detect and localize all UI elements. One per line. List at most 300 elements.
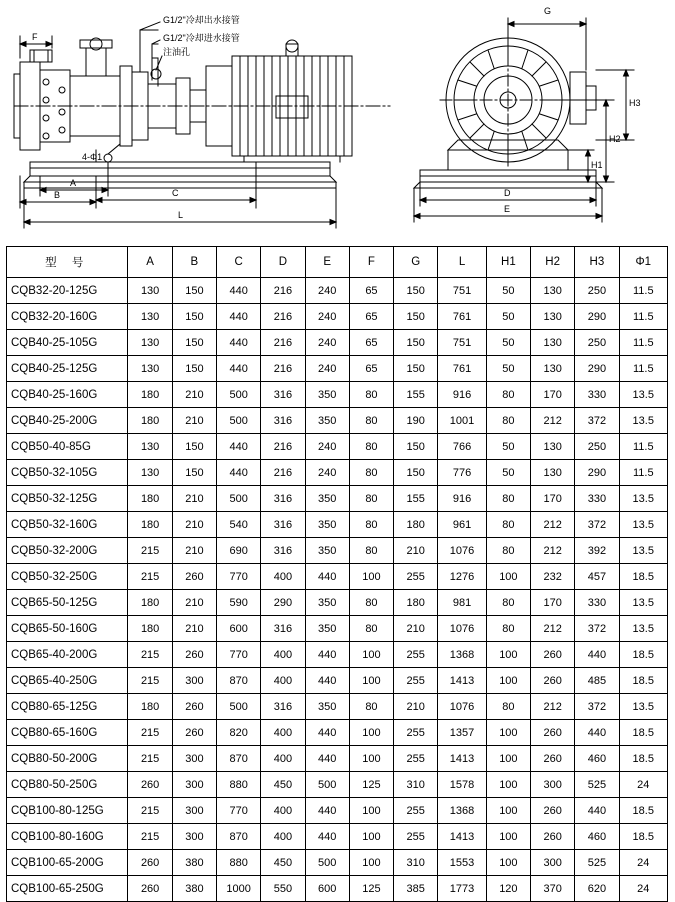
cell-E: 440 (305, 746, 349, 772)
cell-E: 350 (305, 694, 349, 720)
cell-B: 300 (172, 798, 216, 824)
cell-G: 210 (394, 694, 438, 720)
cell-model: CQB80-65-160G (7, 720, 128, 746)
cell-Φ1: 11.5 (619, 356, 667, 382)
cell-D: 316 (261, 408, 305, 434)
cell-F: 100 (349, 668, 393, 694)
cell-H2: 212 (531, 694, 575, 720)
cell-F: 80 (349, 512, 393, 538)
cell-C: 820 (217, 720, 261, 746)
cell-A: 215 (128, 564, 172, 590)
cell-C: 500 (217, 382, 261, 408)
col-header-H2: H2 (531, 247, 575, 278)
cell-D: 216 (261, 304, 305, 330)
cell-H3: 485 (575, 668, 619, 694)
cell-model: CQB50-32-200G (7, 538, 128, 564)
cell-Φ1: 13.5 (619, 512, 667, 538)
cell-C: 1000 (217, 876, 261, 902)
cell-H3: 440 (575, 720, 619, 746)
cell-B: 300 (172, 772, 216, 798)
cell-E: 240 (305, 330, 349, 356)
cell-G: 150 (394, 356, 438, 382)
table-row (7, 278, 668, 304)
cell-A: 130 (128, 434, 172, 460)
cell-Φ1: 24 (619, 850, 667, 876)
cell-B: 150 (172, 330, 216, 356)
table-row (7, 460, 668, 486)
cell-B: 150 (172, 304, 216, 330)
cell-A: 130 (128, 330, 172, 356)
cell-H1: 50 (486, 278, 530, 304)
cell-B: 380 (172, 876, 216, 902)
cell-H3: 372 (575, 408, 619, 434)
cell-model: CQB80-65-125G (7, 694, 128, 720)
cell-B: 210 (172, 486, 216, 512)
cell-H2: 232 (531, 564, 575, 590)
cell-F: 100 (349, 798, 393, 824)
cell-A: 180 (128, 408, 172, 434)
cell-F: 80 (349, 382, 393, 408)
cell-G: 385 (394, 876, 438, 902)
table-row (7, 746, 668, 772)
cell-H3: 525 (575, 850, 619, 876)
cell-C: 770 (217, 564, 261, 590)
cell-F: 80 (349, 460, 393, 486)
cell-Φ1: 18.5 (619, 668, 667, 694)
cell-E: 240 (305, 434, 349, 460)
cell-A: 180 (128, 616, 172, 642)
cell-G: 180 (394, 512, 438, 538)
cell-E: 440 (305, 564, 349, 590)
cell-D: 290 (261, 590, 305, 616)
cell-B: 260 (172, 642, 216, 668)
table-row (7, 642, 668, 668)
dimension-label-E: E (504, 204, 511, 214)
cell-D: 400 (261, 824, 305, 850)
cell-H3: 250 (575, 330, 619, 356)
cell-D: 316 (261, 538, 305, 564)
cell-Φ1: 13.5 (619, 694, 667, 720)
cell-H3: 372 (575, 512, 619, 538)
cell-E: 600 (305, 876, 349, 902)
table-row (7, 850, 668, 876)
cell-H2: 130 (531, 434, 575, 460)
cell-C: 880 (217, 772, 261, 798)
cell-H3: 290 (575, 356, 619, 382)
cell-D: 316 (261, 382, 305, 408)
cell-H2: 260 (531, 746, 575, 772)
cell-C: 440 (217, 434, 261, 460)
cell-B: 210 (172, 512, 216, 538)
cell-C: 500 (217, 486, 261, 512)
cell-L: 1578 (438, 772, 486, 798)
cell-Φ1: 13.5 (619, 486, 667, 512)
cell-D: 216 (261, 278, 305, 304)
cell-H2: 130 (531, 278, 575, 304)
dimension-label-H2: H2 (609, 134, 621, 144)
dimension-label-C: C (172, 188, 179, 198)
cell-D: 316 (261, 486, 305, 512)
cell-L: 1001 (438, 408, 486, 434)
cell-H3: 525 (575, 772, 619, 798)
cell-H1: 50 (486, 434, 530, 460)
cell-E: 350 (305, 512, 349, 538)
col-header-model: 型 号 (7, 247, 128, 278)
cell-F: 100 (349, 642, 393, 668)
cell-Φ1: 11.5 (619, 304, 667, 330)
dimension-label-B: B (54, 190, 61, 200)
cell-A: 130 (128, 356, 172, 382)
table-row (7, 694, 668, 720)
cell-B: 300 (172, 668, 216, 694)
cell-C: 880 (217, 850, 261, 876)
cell-H2: 130 (531, 460, 575, 486)
cell-H1: 120 (486, 876, 530, 902)
cell-L: 1413 (438, 824, 486, 850)
cell-C: 770 (217, 642, 261, 668)
cell-E: 500 (305, 772, 349, 798)
note-oil-hole-label: 注油孔 (163, 47, 191, 57)
cell-model: CQB50-32-105G (7, 460, 128, 486)
cell-A: 215 (128, 824, 172, 850)
cell-D: 400 (261, 668, 305, 694)
cell-H3: 440 (575, 798, 619, 824)
table-row (7, 668, 668, 694)
cell-model: CQB65-40-200G (7, 642, 128, 668)
cell-model: CQB50-32-125G (7, 486, 128, 512)
cell-A: 180 (128, 382, 172, 408)
cell-model: CQB80-50-200G (7, 746, 128, 772)
dimension-label-D: D (504, 188, 511, 198)
cell-model: CQB50-40-85G (7, 434, 128, 460)
table-row (7, 304, 668, 330)
cell-model: CQB65-50-160G (7, 616, 128, 642)
cell-H3: 330 (575, 382, 619, 408)
cell-H3: 460 (575, 746, 619, 772)
cell-L: 1076 (438, 538, 486, 564)
cell-E: 440 (305, 720, 349, 746)
cell-F: 65 (349, 356, 393, 382)
cell-D: 216 (261, 434, 305, 460)
cell-C: 690 (217, 538, 261, 564)
cell-model: CQB32-20-160G (7, 304, 128, 330)
cell-D: 216 (261, 460, 305, 486)
cell-model: CQB40-25-200G (7, 408, 128, 434)
cell-L: 1076 (438, 694, 486, 720)
cell-H3: 290 (575, 460, 619, 486)
cell-Φ1: 18.5 (619, 798, 667, 824)
cell-D: 400 (261, 564, 305, 590)
cell-L: 751 (438, 330, 486, 356)
cell-G: 155 (394, 382, 438, 408)
cell-model: CQB50-32-160G (7, 512, 128, 538)
cell-E: 240 (305, 460, 349, 486)
cell-G: 180 (394, 590, 438, 616)
cell-G: 255 (394, 668, 438, 694)
cell-model: CQB65-40-250G (7, 668, 128, 694)
cell-H2: 212 (531, 408, 575, 434)
cell-L: 1553 (438, 850, 486, 876)
drawing-svg (0, 0, 675, 238)
cell-H3: 457 (575, 564, 619, 590)
cell-C: 440 (217, 356, 261, 382)
col-header-A: A (128, 247, 172, 278)
cell-Φ1: 11.5 (619, 434, 667, 460)
col-header-H1: H1 (486, 247, 530, 278)
cell-A: 215 (128, 746, 172, 772)
cell-E: 440 (305, 798, 349, 824)
cell-G: 255 (394, 642, 438, 668)
cell-C: 440 (217, 304, 261, 330)
cell-G: 150 (394, 460, 438, 486)
cell-G: 255 (394, 746, 438, 772)
cell-G: 210 (394, 538, 438, 564)
cell-L: 776 (438, 460, 486, 486)
cell-A: 215 (128, 642, 172, 668)
dimension-label-G: G (544, 6, 552, 16)
cell-model: CQB65-50-125G (7, 590, 128, 616)
cell-H1: 100 (486, 668, 530, 694)
table-row (7, 876, 668, 902)
cell-A: 130 (128, 460, 172, 486)
cell-model: CQB100-80-160G (7, 824, 128, 850)
cell-F: 125 (349, 772, 393, 798)
cell-H3: 330 (575, 590, 619, 616)
cell-L: 766 (438, 434, 486, 460)
cell-D: 400 (261, 642, 305, 668)
cell-F: 65 (349, 304, 393, 330)
cell-H1: 80 (486, 538, 530, 564)
cell-H1: 80 (486, 590, 530, 616)
cell-B: 150 (172, 434, 216, 460)
cell-H2: 130 (531, 304, 575, 330)
cell-G: 310 (394, 850, 438, 876)
cell-H3: 392 (575, 538, 619, 564)
cell-model: CQB40-25-160G (7, 382, 128, 408)
cell-Φ1: 13.5 (619, 590, 667, 616)
col-header-F: F (349, 247, 393, 278)
cell-F: 65 (349, 330, 393, 356)
dimension-label-A: A (70, 178, 77, 188)
cell-L: 1276 (438, 564, 486, 590)
cell-H2: 260 (531, 798, 575, 824)
table-row (7, 382, 668, 408)
cell-E: 350 (305, 486, 349, 512)
cell-G: 150 (394, 434, 438, 460)
cell-A: 260 (128, 850, 172, 876)
col-header-E: E (305, 247, 349, 278)
cell-C: 870 (217, 746, 261, 772)
cell-B: 150 (172, 278, 216, 304)
cell-F: 80 (349, 408, 393, 434)
cell-A: 180 (128, 590, 172, 616)
cell-H3: 372 (575, 694, 619, 720)
cell-B: 260 (172, 694, 216, 720)
cell-E: 500 (305, 850, 349, 876)
cell-B: 380 (172, 850, 216, 876)
dimension-table-wrap (6, 246, 668, 902)
cell-H3: 330 (575, 486, 619, 512)
cell-A: 130 (128, 304, 172, 330)
cell-H1: 80 (486, 408, 530, 434)
cell-H2: 300 (531, 772, 575, 798)
table-row (7, 486, 668, 512)
cell-F: 80 (349, 538, 393, 564)
cell-L: 961 (438, 512, 486, 538)
dimension-table (6, 246, 668, 902)
cell-C: 540 (217, 512, 261, 538)
cell-Φ1: 18.5 (619, 642, 667, 668)
cell-G: 150 (394, 278, 438, 304)
table-row (7, 408, 668, 434)
cell-model: CQB40-25-105G (7, 330, 128, 356)
cell-L: 761 (438, 304, 486, 330)
cell-L: 916 (438, 486, 486, 512)
cell-Φ1: 13.5 (619, 538, 667, 564)
cell-D: 400 (261, 720, 305, 746)
dimension-label-H1: H1 (591, 160, 603, 170)
col-header-B: B (172, 247, 216, 278)
cell-H1: 80 (486, 616, 530, 642)
cell-G: 190 (394, 408, 438, 434)
cell-H1: 100 (486, 850, 530, 876)
cell-G: 255 (394, 824, 438, 850)
cell-E: 440 (305, 642, 349, 668)
cell-Φ1: 18.5 (619, 720, 667, 746)
cell-H1: 50 (486, 356, 530, 382)
cell-A: 260 (128, 876, 172, 902)
cell-H2: 212 (531, 616, 575, 642)
cell-H3: 372 (575, 616, 619, 642)
table-row (7, 798, 668, 824)
cell-H1: 80 (486, 486, 530, 512)
cell-G: 155 (394, 486, 438, 512)
cell-F: 100 (349, 824, 393, 850)
cell-A: 215 (128, 668, 172, 694)
cell-Φ1: 13.5 (619, 382, 667, 408)
cell-H2: 170 (531, 382, 575, 408)
table-row (7, 330, 668, 356)
table-row (7, 772, 668, 798)
cell-model: CQB100-65-200G (7, 850, 128, 876)
cell-A: 180 (128, 486, 172, 512)
cell-C: 440 (217, 278, 261, 304)
cell-H3: 440 (575, 642, 619, 668)
cell-F: 80 (349, 590, 393, 616)
cell-A: 215 (128, 720, 172, 746)
cell-A: 215 (128, 538, 172, 564)
table-row (7, 538, 668, 564)
cell-F: 80 (349, 694, 393, 720)
cell-C: 440 (217, 460, 261, 486)
cell-D: 316 (261, 694, 305, 720)
cell-H1: 50 (486, 460, 530, 486)
cell-H2: 170 (531, 590, 575, 616)
cell-G: 255 (394, 564, 438, 590)
cell-C: 590 (217, 590, 261, 616)
cell-G: 310 (394, 772, 438, 798)
col-header-D: D (261, 247, 305, 278)
col-header-L: L (438, 247, 486, 278)
col-header-C: C (217, 247, 261, 278)
cell-H1: 100 (486, 564, 530, 590)
cell-H1: 100 (486, 798, 530, 824)
cell-L: 981 (438, 590, 486, 616)
cell-L: 751 (438, 278, 486, 304)
cell-B: 150 (172, 356, 216, 382)
cell-B: 210 (172, 408, 216, 434)
cell-G: 255 (394, 720, 438, 746)
cell-H2: 300 (531, 850, 575, 876)
cell-C: 440 (217, 330, 261, 356)
table-row (7, 590, 668, 616)
cell-B: 300 (172, 824, 216, 850)
cell-B: 260 (172, 564, 216, 590)
cell-F: 80 (349, 434, 393, 460)
table-row (7, 824, 668, 850)
cell-L: 1413 (438, 668, 486, 694)
cell-D: 316 (261, 616, 305, 642)
cell-Φ1: 11.5 (619, 330, 667, 356)
cell-H2: 212 (531, 512, 575, 538)
cell-B: 260 (172, 720, 216, 746)
cell-L: 1368 (438, 642, 486, 668)
cell-D: 400 (261, 798, 305, 824)
cell-H1: 80 (486, 694, 530, 720)
col-header-phi1: Φ1 (619, 247, 667, 278)
cell-D: 450 (261, 772, 305, 798)
cell-E: 350 (305, 590, 349, 616)
cell-H2: 260 (531, 720, 575, 746)
cell-H2: 260 (531, 642, 575, 668)
cell-C: 600 (217, 616, 261, 642)
cell-L: 1357 (438, 720, 486, 746)
table-row (7, 720, 668, 746)
cell-H3: 460 (575, 824, 619, 850)
cell-H2: 260 (531, 668, 575, 694)
cell-H1: 100 (486, 642, 530, 668)
cell-D: 316 (261, 512, 305, 538)
cell-D: 550 (261, 876, 305, 902)
cell-C: 870 (217, 824, 261, 850)
cell-D: 216 (261, 330, 305, 356)
cell-H1: 80 (486, 382, 530, 408)
cell-E: 440 (305, 668, 349, 694)
dimension-label-H3: H3 (629, 98, 641, 108)
cell-H1: 80 (486, 512, 530, 538)
cell-H2: 170 (531, 486, 575, 512)
cell-model: CQB32-20-125G (7, 278, 128, 304)
cell-D: 450 (261, 850, 305, 876)
cell-A: 215 (128, 798, 172, 824)
holes-callout-label: 4-Φ1 (82, 152, 103, 162)
table-row (7, 616, 668, 642)
table-row (7, 356, 668, 382)
cell-G: 210 (394, 616, 438, 642)
cell-F: 100 (349, 564, 393, 590)
cell-Φ1: 18.5 (619, 564, 667, 590)
cell-E: 240 (305, 304, 349, 330)
cell-H1: 50 (486, 304, 530, 330)
cell-F: 125 (349, 876, 393, 902)
cell-A: 260 (128, 772, 172, 798)
cell-F: 65 (349, 278, 393, 304)
cell-B: 210 (172, 616, 216, 642)
cell-Φ1: 24 (619, 772, 667, 798)
dimension-label-L: L (178, 210, 184, 220)
cell-F: 100 (349, 720, 393, 746)
cell-H1: 100 (486, 772, 530, 798)
